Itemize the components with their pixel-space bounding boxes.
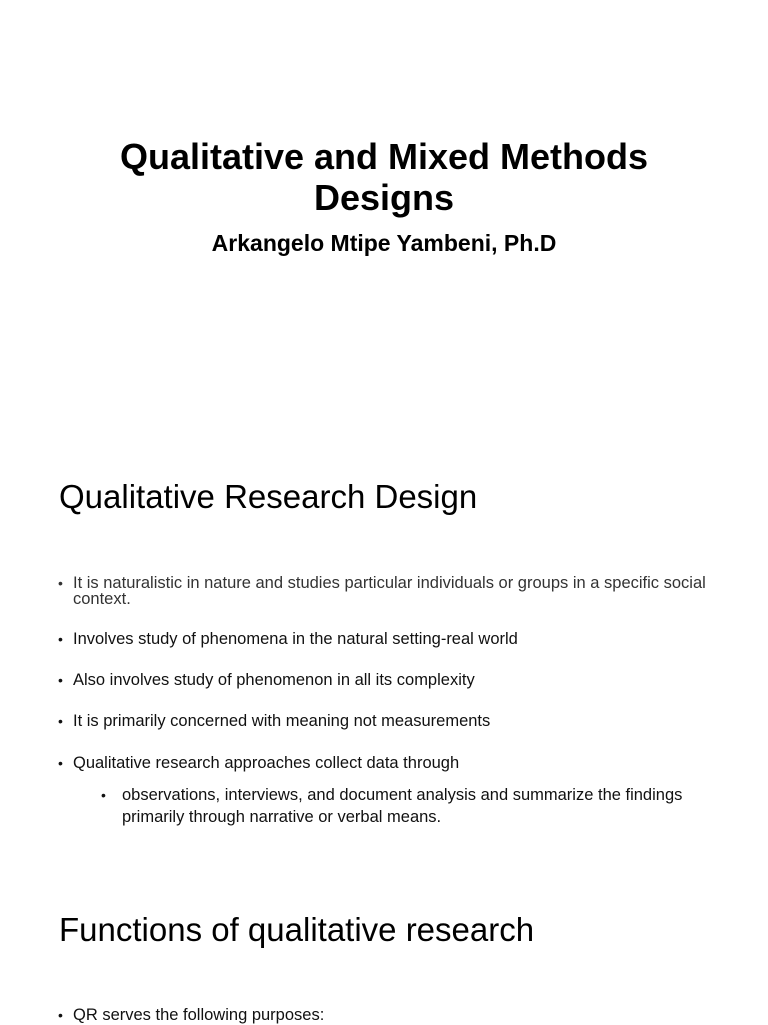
bullet-icon: • bbox=[101, 787, 106, 803]
slide-author: Arkangelo Mtipe Yambeni, Ph.D bbox=[211, 230, 557, 256]
bullet-icon: • bbox=[58, 713, 63, 729]
slide-title-line-1: Qualitative and Mixed Methods bbox=[119, 136, 649, 177]
bullet-icon: • bbox=[58, 1007, 63, 1023]
bullet-icon: • bbox=[58, 631, 63, 647]
section-heading-qualitative: Qualitative Research Design bbox=[59, 478, 478, 515]
list-item bbox=[58, 754, 718, 773]
list-item bbox=[58, 575, 718, 607]
sub-list-item-text: observations, interviews, and document analysis and summarize the findings primarily through narrative or verbal means. bbox=[122, 786, 683, 826]
slide-title-line-2: Designs bbox=[313, 177, 455, 218]
list-item bbox=[58, 1006, 718, 1025]
list-item-text: QR serves the following purposes: bbox=[73, 1006, 325, 1024]
list-item-text: Qualitative research approaches collect data through bbox=[73, 754, 460, 772]
list-item-text: Also involves study of phenomenon in all its complexity bbox=[73, 671, 475, 689]
list-item bbox=[58, 630, 718, 649]
bullet-icon: • bbox=[58, 575, 63, 591]
list-item-text: It is naturalistic in nature and studies particular individuals or groups in a specific social context. bbox=[73, 574, 706, 608]
list-item-text: It is primarily concerned with meaning not measurements bbox=[73, 712, 491, 730]
list-item bbox=[58, 671, 718, 690]
section-heading-functions: Functions of qualitative research bbox=[59, 911, 535, 948]
bullet-icon: • bbox=[58, 755, 63, 771]
list-item bbox=[58, 712, 718, 731]
slide-title bbox=[0, 136, 768, 218]
list-item-text: Involves study of phenomena in the natural setting-real world bbox=[73, 630, 518, 648]
bullet-icon: • bbox=[58, 672, 63, 688]
sub-list-item bbox=[101, 784, 701, 828]
